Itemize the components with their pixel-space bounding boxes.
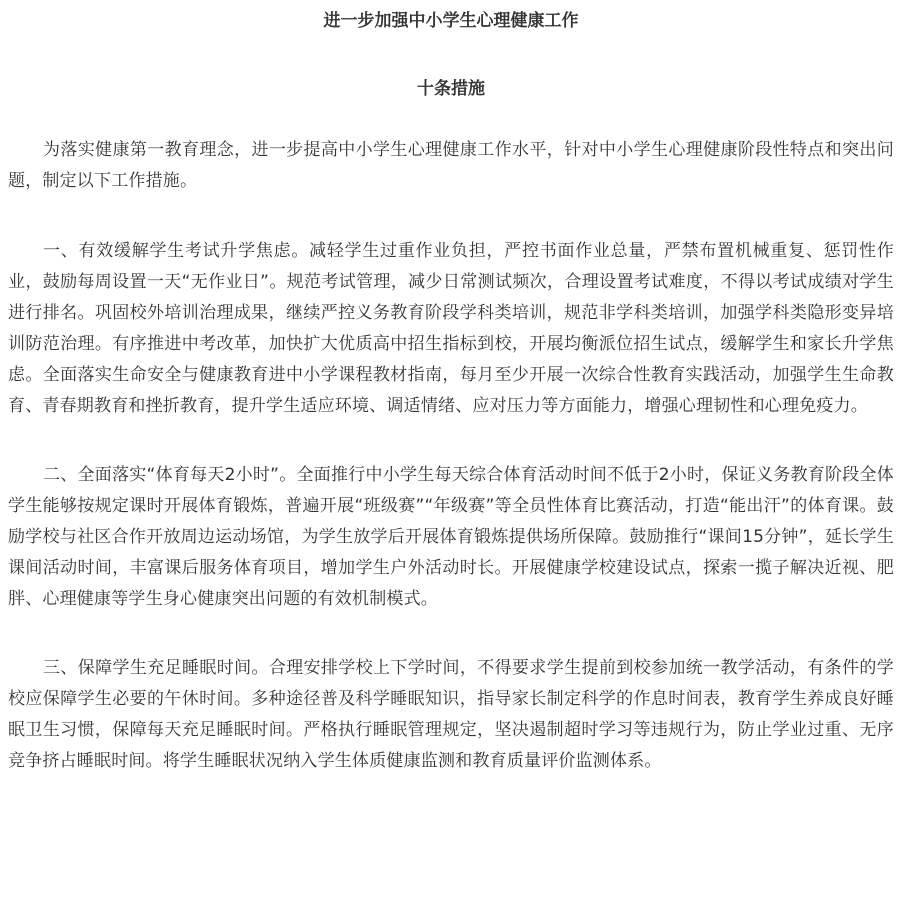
intro-paragraph: 为落实健康第一教育理念，进一步提高中小学生心理健康工作水平，针对中小学生心理健康阶段性特点和突出问题，制定以下工作措施。 (8, 140, 894, 191)
document-page (8, 0, 894, 777)
section-paragraph-1: 一、有效缓解学生考试升学焦虑。减轻学生过重作业负担，严控书面作业总量，严禁布置机械重复、惩罚性作业，鼓励每周设置一天“无作业日”。规范考试管理，减少日常测试频次，合理设置考试难度，不得以考试成绩对学生进行排名。巩固校外培训治理成果，继续严控义务教育阶段学科类培训，规范非学科类培训，加强学科类隐形变异培训防范治理。有序推进中考改革，加快扩大优质高中招生指标到校，开展均衡派位招生试点，缓解学生和家长升学焦虑。全面落实生命安全与健康教育进中小学课程教材指南，每月至少开展一次综合性教育实践活动，加强学生生命教育、青春期教育和挫折教育，提升学生适应环境、调适情绪、应对压力等方面能力，增强心理韧性和心理免疫力。 (8, 241, 894, 416)
section-paragraph-3: 三、保障学生充足睡眠时间。合理安排学校上下学时间，不得要求学生提前到校参加统一教学活动，有条件的学校应保障学生必要的午休时间。多种途径普及科学睡眠知识，指导家长制定科学的作息时间表，教育学生养成良好睡眠卫生习惯，保障每天充足睡眠时间。严格执行睡眠管理规定，坚决遏制超时学习等违规行为，防止学业过重、无序竞争挤占睡眠时间。将学生睡眠状况纳入学生体质健康监测和教育质量评价监测体系。 (8, 658, 894, 771)
document-title: 进一步加强中小学生心理健康工作 (323, 11, 579, 31)
document-subtitle: 十条措施 (417, 79, 485, 99)
section-paragraph-2: 二、全面落实“体育每天2小时”。全面推行中小学生每天综合体育活动时间不低于2小时，保证义务教育阶段全体学生能够按规定课时开展体育锻炼，普遍开展“班级赛”“年级赛”等全员性体育比赛活动，打造“能出汗”的体育课。鼓励学校与社区合作开放周边运动场馆，为学生放学后开展体育锻炼提供场所保障。鼓励推行“课间15分钟”，延长学生课间活动时间，丰富课后服务体育项目，增加学生户外活动时长。开展健康学校建设试点，探索一揽子解决近视、肥胖、心理健康等学生身心健康突出问题的有效机制模式。 (8, 465, 894, 609)
